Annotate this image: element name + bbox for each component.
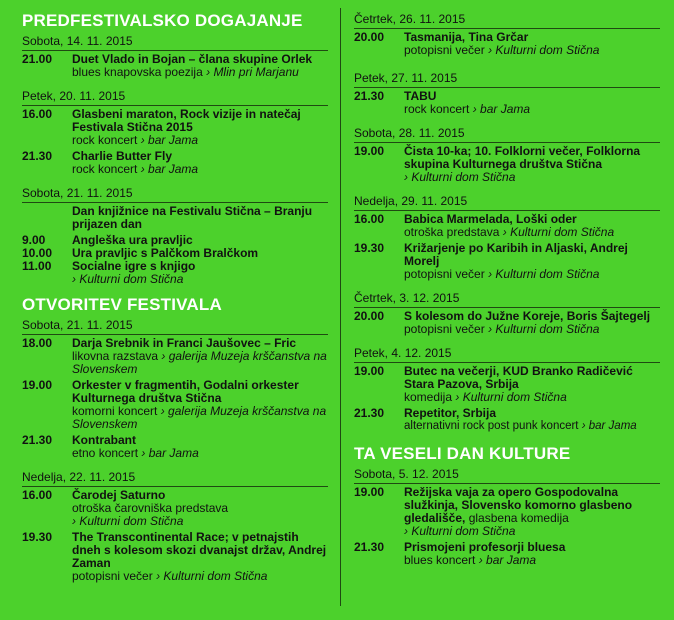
day-block: [354, 12, 660, 57]
section-title-otvoritev: OTVORITEV FESTIVALA: [22, 295, 222, 314]
event-time: 19.00: [354, 144, 385, 158]
event-body: [72, 53, 328, 79]
event-row: [354, 145, 660, 184]
event-title: Prismojeni profesorji bluesa: [404, 540, 566, 554]
event-row: [354, 407, 660, 433]
event-meta: [72, 273, 328, 286]
event-venue: › bar Jama: [140, 133, 199, 147]
right-column: [354, 12, 660, 577]
event-title-text: Režijska vaja za opero Gospodovalna služkinja, Slovensko komorno glasbeno gledališče,: [404, 485, 633, 525]
event-title: Čarodej Saturno: [72, 488, 166, 502]
event-body: [72, 337, 328, 376]
event-time: 21.30: [22, 433, 53, 447]
event-venue: › galerija Muzeja krščanstva na Slovenskem: [72, 404, 327, 431]
day-header: Sobota, 5. 12. 2015: [354, 467, 660, 484]
event-time: 19.00: [354, 364, 385, 378]
day-block: [22, 186, 328, 286]
event-title: Kontrabant: [72, 433, 136, 447]
event-type: potopisni večer: [404, 43, 485, 57]
event-row: [22, 379, 328, 431]
day-block: [354, 126, 660, 184]
day-header: Nedelja, 22. 11. 2015: [22, 470, 328, 487]
event-meta: [72, 134, 328, 147]
day-header: Petek, 20. 11. 2015: [22, 89, 328, 106]
day-block: [22, 34, 328, 79]
event-time: 9.00: [22, 233, 46, 247]
event-row: [22, 337, 328, 376]
event-type: potopisni večer: [72, 569, 153, 583]
event-title: [404, 486, 660, 525]
event-venue: › bar Jama: [140, 162, 199, 176]
event-title: Babica Marmelada, Loški oder: [404, 212, 577, 226]
event-meta: [72, 163, 328, 176]
event-row: [354, 31, 660, 57]
event-type: rock koncert: [404, 102, 470, 116]
event-body: [72, 379, 328, 431]
day-block: [354, 467, 660, 567]
event-time: 21.00: [22, 52, 53, 66]
event-type: otroška predstava: [404, 225, 500, 239]
event-body: [404, 541, 660, 567]
event-title: Charlie Butter Fly: [72, 149, 173, 163]
event-row: [354, 90, 660, 116]
event-time: 21.30: [22, 149, 53, 163]
event-type: alternativni rock post punk koncert: [404, 420, 579, 432]
day-header: Petek, 4. 12. 2015: [354, 346, 660, 363]
event-row: [22, 260, 328, 286]
event-meta: [72, 570, 328, 583]
day-block: [354, 194, 660, 281]
event-meta: [72, 405, 328, 431]
event-title: Repetitor, Srbija: [404, 406, 497, 420]
event-time: 16.00: [22, 107, 53, 121]
event-time: [22, 205, 72, 231]
event-title: Križarjenje po Karibih in Aljaski, Andrej Morelj: [404, 241, 628, 268]
event-row: [354, 365, 660, 404]
event-venue: › Kulturni dom Stična: [156, 569, 268, 583]
event-title: Čista 10-ka; 10. Folklorni večer, Folklorna skupina Kulturnega društva Stična: [404, 144, 641, 171]
event-time: 16.00: [22, 488, 53, 502]
event-time: 21.30: [354, 406, 385, 420]
event-venue: › bar Jama: [478, 553, 537, 567]
event-venue: › Mlin pri Marjanu: [206, 65, 299, 79]
event-body: [404, 145, 660, 184]
event-venue: › bar Jama: [472, 102, 531, 116]
event-meta: [72, 66, 328, 79]
event-time: 21.30: [354, 540, 385, 554]
event-body: [404, 31, 660, 57]
event-row: [22, 489, 328, 528]
event-row: [22, 531, 328, 583]
event-type: blues knapovska poezija: [72, 65, 203, 79]
event-venue: › Kulturni dom Stična: [488, 267, 600, 281]
event-venue: › bar Jama: [581, 420, 637, 432]
event-title: Dan knjižnice na Festivalu Stična – Branju prijazen dan: [72, 204, 313, 231]
left-column: [22, 0, 328, 593]
event-title: TABU: [404, 89, 437, 103]
event-title: Glasbeni maraton, Rock vizije in natečaj Festivala Stična 2015: [72, 107, 301, 134]
event-body: [404, 90, 660, 116]
event-title: Butec na večerji, KUD Branko Radičević Stara Pazova, Srbija: [404, 364, 633, 391]
event-time: 21.30: [354, 89, 385, 103]
event-type: potopisni večer: [404, 267, 485, 281]
section-title-kultura: TA VESELI DAN KULTURE: [354, 444, 571, 463]
event-row: [22, 108, 328, 147]
event-time: 20.00: [354, 309, 385, 323]
event-body: [72, 260, 328, 286]
event-type: komedija: [404, 390, 453, 404]
day-block: [22, 318, 328, 460]
event-row: [354, 541, 660, 567]
event-title: Darja Srebnik in Franci Jaušovec – Fric: [72, 336, 297, 350]
event-row: [354, 213, 660, 239]
event-title: Duet Vlado in Bojan – člana skupine Orlek: [72, 52, 313, 66]
event-body: [404, 213, 660, 239]
event-body: [72, 531, 328, 583]
event-venue: › Kulturni dom Stična: [502, 225, 615, 239]
day-block: [354, 346, 660, 433]
event-venue: › Kulturni dom Stična: [404, 524, 516, 538]
day-header: Sobota, 21. 11. 2015: [22, 186, 328, 203]
event-meta: [72, 350, 328, 376]
event-meta: [404, 171, 660, 184]
event-type: potopisni večer: [404, 322, 485, 336]
event-venue: › Kulturni dom Stična: [72, 514, 184, 528]
event-time: 11.00: [22, 259, 52, 273]
event-meta: [404, 44, 660, 57]
event-time: 10.00: [22, 246, 53, 260]
event-time: 20.00: [354, 30, 385, 44]
day-header: Četrtek, 3. 12. 2015: [354, 291, 660, 308]
event-body: [72, 205, 328, 231]
event-time: 18.00: [22, 336, 53, 350]
event-time: 19.00: [354, 485, 385, 499]
event-body: [404, 242, 660, 281]
day-block: [22, 89, 328, 176]
event-meta: [404, 391, 660, 404]
event-body: [72, 434, 328, 460]
event-body: [72, 489, 328, 528]
event-body: [404, 310, 660, 336]
event-type: komorni koncert: [72, 404, 158, 418]
event-time: 19.00: [22, 378, 53, 392]
section-title-predfestival: PREDFESTIVALSKO DOGAJANJE: [22, 11, 303, 30]
event-title: Tasmanija, Tina Grčar: [404, 30, 529, 44]
event-title: The Transcontinental Race; v petnajstih dneh s kolesom skozi dvanajst držav, Andrej Zaman: [72, 530, 327, 570]
event-meta: [404, 268, 660, 281]
event-type: glasbena komedija: [468, 511, 569, 525]
event-row: [22, 205, 328, 231]
event-title: Ura pravljic s Palčkom Bralčkom: [72, 246, 259, 260]
day-header: Nedelja, 29. 11. 2015: [354, 194, 660, 211]
event-time: 19.30: [354, 241, 385, 255]
day-header: Petek, 27. 11. 2015: [354, 71, 660, 88]
column-divider: [340, 8, 341, 606]
event-time: 16.00: [354, 212, 385, 226]
event-meta: [72, 447, 328, 460]
event-body: [404, 407, 660, 433]
event-body: [72, 108, 328, 147]
event-row: [354, 310, 660, 336]
event-meta: [404, 420, 660, 433]
event-venue: › Kulturni dom Stična: [72, 272, 184, 286]
day-block: [354, 71, 660, 116]
day-header: Sobota, 28. 11. 2015: [354, 126, 660, 143]
event-row: [22, 150, 328, 176]
event-row: [22, 53, 328, 79]
event-time: 19.30: [22, 530, 53, 544]
event-body: [404, 486, 660, 538]
event-type: blues koncert: [404, 553, 476, 567]
event-body: [404, 365, 660, 404]
event-meta: [404, 323, 660, 336]
day-header: Sobota, 14. 11. 2015: [22, 34, 328, 51]
event-meta: [404, 103, 660, 116]
event-row: [354, 242, 660, 281]
event-type: rock koncert: [72, 133, 138, 147]
day-block: [22, 470, 328, 583]
event-venue: › galerija Muzeja krščanstva na Slovenskem: [72, 349, 327, 376]
event-meta: [404, 226, 660, 239]
event-title: S kolesom do Južne Koreje, Boris Šajtegelj: [404, 309, 651, 323]
event-title: Angleška ura pravljic: [72, 233, 193, 247]
event-title: Socialne igre s knjigo: [72, 259, 196, 273]
event-type: rock koncert: [72, 162, 138, 176]
event-type: etno koncert: [72, 446, 139, 460]
event-meta: otroška čarovniška predstava: [72, 501, 229, 515]
event-type: likovna razstava: [72, 349, 159, 363]
event-row: [22, 434, 328, 460]
event-venue: › Kulturni dom Stična: [488, 43, 600, 57]
event-body: [72, 150, 328, 176]
event-venue: › Kulturni dom Stična: [488, 322, 600, 336]
event-venue: › bar Jama: [141, 446, 199, 460]
event-venue: › Kulturni dom Stična: [404, 170, 516, 184]
event-row: [354, 486, 660, 538]
event-title: Orkester v fragmentih, Godalni orkester Kulturnega društva Stična: [72, 378, 299, 405]
day-header: Četrtek, 26. 11. 2015: [354, 12, 660, 29]
day-block: [354, 291, 660, 336]
event-venue: › Kulturni dom Stična: [455, 390, 567, 404]
event-meta: [404, 554, 660, 567]
day-header: Sobota, 21. 11. 2015: [22, 318, 328, 335]
